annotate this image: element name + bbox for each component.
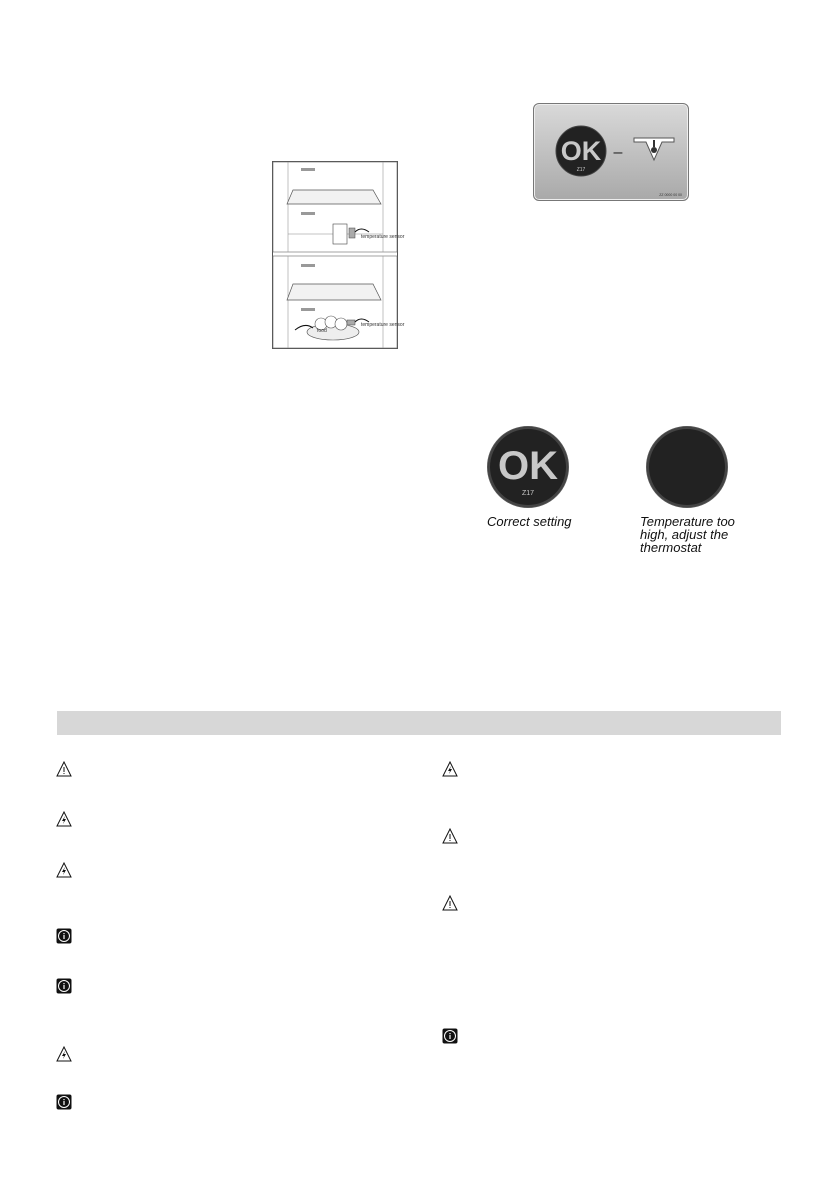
fridge-sensor-illustration — [272, 161, 405, 349]
panel-code: ZZ 0000 00 00 — [659, 193, 682, 197]
electric-warning-icon — [442, 761, 458, 777]
warning-icon — [56, 761, 72, 777]
section-header-bar — [57, 711, 781, 735]
temperature-indicator-panel — [533, 103, 689, 201]
panel-dash: – — [613, 144, 623, 161]
info-icon — [56, 1094, 72, 1110]
sensor-label-top: temperature sensor — [361, 234, 405, 240]
indicator-too-high — [646, 426, 728, 508]
ok-indicator-correct — [487, 426, 569, 508]
caption-correct: Correct setting — [487, 514, 572, 529]
food-label: food — [317, 328, 327, 334]
caption-too-high — [640, 515, 735, 554]
panel-ok-code: Z17 — [576, 167, 586, 173]
warning-icon — [442, 895, 458, 911]
ok-code: Z17 — [521, 490, 535, 497]
ok-text: OK — [498, 444, 558, 488]
electric-warning-icon — [56, 862, 72, 878]
info-icon — [56, 928, 72, 944]
caption-too-high-line2: high, adjust the — [640, 527, 729, 542]
indicator-panel-graphic — [534, 104, 688, 200]
caption-too-high-line3: thermostat — [640, 540, 702, 555]
warning-icon — [442, 828, 458, 844]
fridge-diagram — [273, 162, 405, 348]
electric-warning-icon — [56, 811, 72, 827]
info-icon — [56, 978, 72, 994]
caption-too-high-line1: Temperature too — [640, 514, 735, 529]
info-icon — [442, 1028, 458, 1044]
sensor-label-bottom: temperature sensor — [361, 322, 405, 328]
electric-warning-icon — [56, 1046, 72, 1062]
panel-ok-text: OK — [560, 136, 602, 166]
